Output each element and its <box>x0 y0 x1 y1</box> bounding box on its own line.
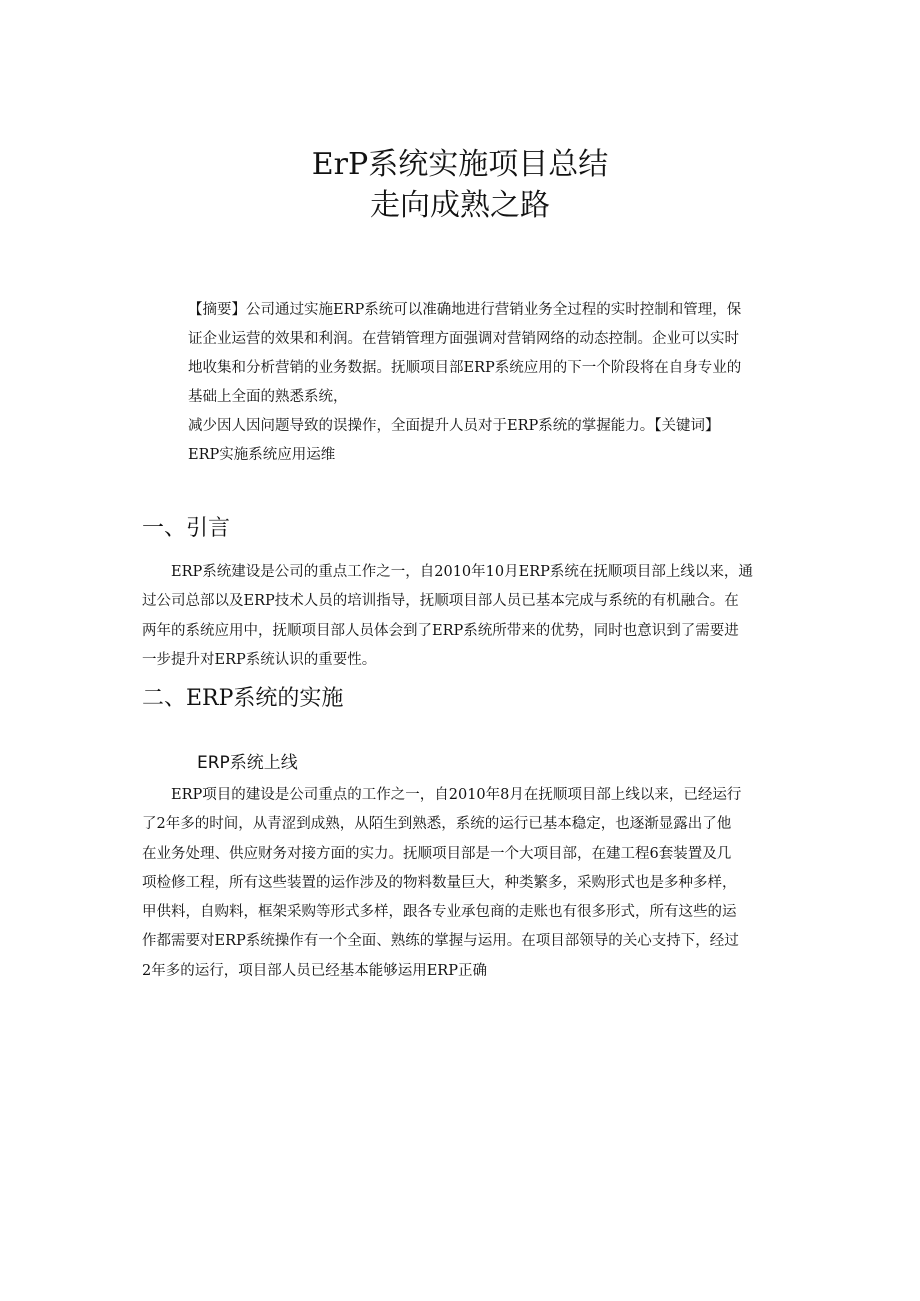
paragraph-line: ERP项目的建设是公司重点的工作之一，自2010年8月在抚顺项目部上线以来，已经运行 <box>142 787 742 803</box>
section-2-subheading: ERP系统上线 <box>197 753 298 773</box>
paragraph-line: 两年的系统应用中，抚顺项目部人员体会到了ERP系统所带来的优势，同时也意识到了需要进 <box>142 622 739 639</box>
paragraph-line: 项检修工程，所有这些装置的运作涉及的物料数量巨大，种类繁多，采购形式也是多种多样， <box>142 874 737 891</box>
section-2-paragraph <box>142 781 790 986</box>
paragraph-line: 一步提升对ERP系统认识的重要性。 <box>142 651 377 668</box>
section-1-heading: 一、引言 <box>142 516 231 541</box>
abstract-line: 证企业运营的效果和利润。在营销管理方面强调对营销网络的动态控制。企业可以实时 <box>188 331 739 347</box>
document-title-line-1: ErP系统实施项目总结 <box>311 147 609 182</box>
paragraph-line: 在业务处理、供应财务对接方面的实力。抚顺项目部是一个大项目部，在建工程6套装置及几 <box>142 845 732 862</box>
section-2-heading: 二、ERP系统的实施 <box>142 686 344 711</box>
section-1-paragraph <box>142 558 790 675</box>
abstract-block <box>188 296 788 470</box>
abstract-keywords: ERP实施系统应用运维 <box>188 447 336 463</box>
paragraph-line: ERP系统建设是公司的重点工作之一，自2010年10月ERP系统在抚顺项目部上线以来，通 <box>142 564 753 580</box>
abstract-line: 地收集和分析营销的业务数据。抚顺项目部ERP系统应用的下一个阶段将在自身专业的 <box>188 360 742 376</box>
paragraph-line: 了2年多的时间，从青涩到成熟，从陌生到熟悉，系统的运行已基本稳定，也逐渐显露出了他 <box>142 816 732 833</box>
document-title-line-2: 走向成熟之路 <box>370 188 550 223</box>
paragraph-line: 甲供料，自购料，框架采购等形式多样，跟各专业承包商的走账也有很多形式，所有这些的运 <box>142 904 737 921</box>
abstract-line: 【摘要】公司通过实施ERP系统可以准确地进行营销业务全过程的实时控制和管理，保 <box>188 302 742 318</box>
paragraph-line: 作都需要对ERP系统操作有一个全面、熟练的掌握与运用。在项目部领导的关心支持下，经过 <box>142 933 739 950</box>
paragraph-line: 2年多的运行，项目部人员已经基本能够运用ERP正确 <box>142 962 487 979</box>
paragraph-line: 过公司总部以及ERP技术人员的培训指导，抚顺项目部人员已基本完成与系统的有机融合。在 <box>142 593 739 610</box>
abstract-line: 基础上全面的熟悉系统， <box>188 389 348 405</box>
abstract-line: 减少因人因问题导致的误操作，全面提升人员对于ERP系统的掌握能力。【关键词】 <box>188 418 720 434</box>
